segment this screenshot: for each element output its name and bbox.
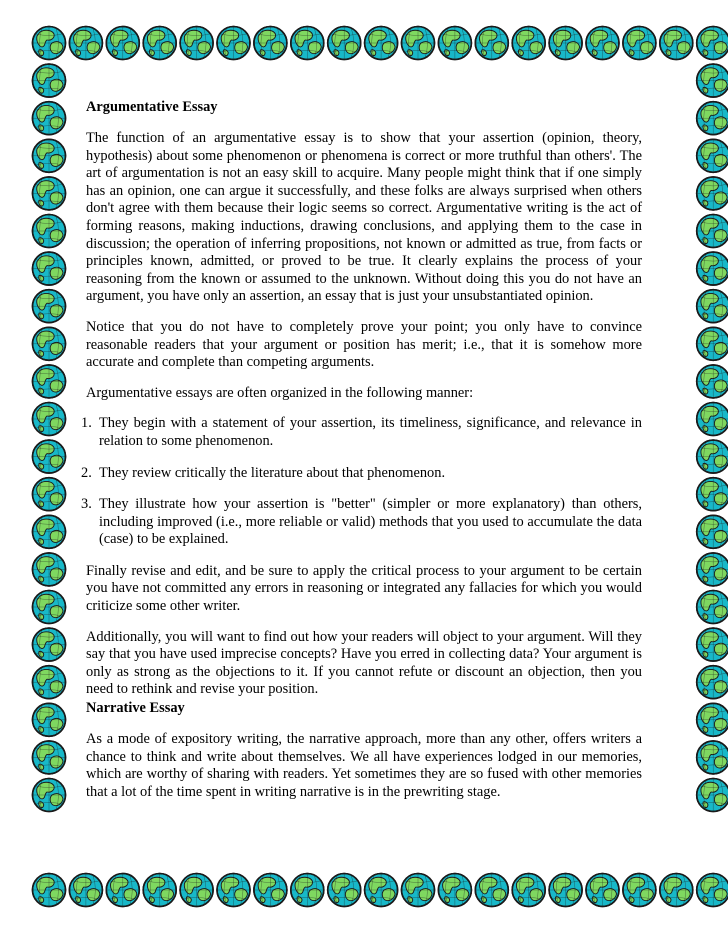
globe-icon xyxy=(697,102,728,135)
section-heading-narrative: Narrative Essay xyxy=(86,700,185,717)
paragraph: Notice that you do not have to completely prove your point; you only have to convince reasonable readers that your argument or position has merit; i.e., that it is somehow more accurate and complete than competing arguments. xyxy=(86,318,642,371)
paragraph: Finally revise and edit, and be sure to apply the critical process to your argument to be certain you have not committed any errors in reasoning or integrated any fallacies for which you would criticize some other writer. xyxy=(86,562,642,615)
globe-icon xyxy=(143,27,176,60)
globe-icon xyxy=(291,27,324,60)
globe-icon xyxy=(623,874,656,907)
globe-icon xyxy=(697,27,728,60)
globe-icon xyxy=(697,365,728,398)
list-item-text: They review critically the literature about that phenomenon. xyxy=(99,464,446,481)
globe-icon xyxy=(33,365,66,398)
globe-icon xyxy=(697,741,728,774)
paragraph: The function of an argumentative essay is to show that your assertion (opinion, theory, hypothesis) about some phenomenon or phenomena is correct or more truthful than others'. The art of argumentation is not an easy skill to acquire. Many people might think that if one simply has an opinion, one can argue it successfully, and these folks are always surprised when others don't agree with them because their logic seems so correct. Argumentative writing is the act of forming reasons, making inductions, drawing conclusions, and applying them to the case in discussion; the operation of inferring propositions, not known or admitted as true, from facts or principles known, admitted, or proved to be true. It clearly explains the process of your reasoning from the known or assumed to the unknown. Without doing this you do not have an argument, you have only an assertion, an essay that is just your unsubstantiated opinion. xyxy=(86,130,642,305)
globe-icon xyxy=(475,27,508,60)
list-item-number: 3. xyxy=(81,496,92,513)
globe-icon xyxy=(438,27,471,60)
globe-icon xyxy=(106,874,139,907)
paragraph: As a mode of expository writing, the narrative approach, more than any other, offers writers a chance to think and write about themselves. We all have experiences lodged in our memories, which are worthy of sharing with readers. Yet sometimes they are so fused with other memories that a lot of the time spent in writing narrative is in the prewriting stage. xyxy=(86,731,642,800)
globe-icon xyxy=(33,215,66,248)
globe-icon xyxy=(697,403,728,436)
globe-icon xyxy=(33,139,66,172)
globe-icon xyxy=(697,515,728,548)
globe-icon xyxy=(586,874,619,907)
globe-icon xyxy=(69,874,102,907)
globe-icon xyxy=(254,27,287,60)
globe-icon xyxy=(328,874,361,907)
globe-icon xyxy=(438,874,471,907)
list-item-number: 2. xyxy=(81,464,92,481)
globe-icon xyxy=(69,27,102,60)
globe-icon xyxy=(291,874,324,907)
globe-icon xyxy=(180,874,213,907)
globe-icon xyxy=(365,874,398,907)
globe-icon xyxy=(697,591,728,624)
globe-icon xyxy=(217,874,250,907)
numbered-list xyxy=(81,415,642,549)
document-content xyxy=(81,98,642,814)
list-item xyxy=(82,415,642,450)
globe-icon xyxy=(180,27,213,60)
globe-icon xyxy=(512,874,545,907)
globe-icon xyxy=(33,591,66,624)
globe-icon xyxy=(697,327,728,360)
list-item xyxy=(82,465,642,483)
globe-icon xyxy=(697,252,728,285)
globe-icon xyxy=(697,666,728,699)
globe-icon xyxy=(623,27,656,60)
globe-icon xyxy=(33,177,66,210)
globe-icon xyxy=(697,779,728,812)
paragraph: Additionally, you will want to find out how your readers will object to your argument. Will they say that you have used imprecise concepts? Have you erred in collecting data? Your argument is only as strong as the objections to it. If you cannot refute or discount an objection, then you need to rethink and revise your position. xyxy=(86,628,642,698)
globe-icon xyxy=(549,27,582,60)
list-item-text: They begin with a statement of your assertion, its timeliness, significance, and relevance in relation to some phenomenon. xyxy=(99,415,642,449)
globe-icon xyxy=(254,874,287,907)
globe-icon xyxy=(33,403,66,436)
globe-icon xyxy=(660,27,693,60)
globe-icon xyxy=(33,27,66,60)
globe-icon xyxy=(586,27,619,60)
globe-icon xyxy=(33,290,66,323)
section-heading-argumentative: Argumentative Essay xyxy=(86,99,218,115)
globe-icon xyxy=(697,64,728,97)
globe-icon xyxy=(328,27,361,60)
globe-icon xyxy=(33,779,66,812)
globe-icon xyxy=(697,628,728,661)
globe-icon xyxy=(33,703,66,736)
globe-icon xyxy=(365,27,398,60)
paragraph: Argumentative essays are often organized in the following manner: xyxy=(86,384,474,401)
globe-icon xyxy=(697,478,728,511)
globe-icon xyxy=(33,553,66,586)
globe-icon xyxy=(33,102,66,135)
globe-icon xyxy=(33,628,66,661)
globe-icon xyxy=(697,290,728,323)
globe-icon xyxy=(33,741,66,774)
globe-icon xyxy=(33,327,66,360)
globe-icon xyxy=(217,27,250,60)
globe-icon xyxy=(697,139,728,172)
globe-icon xyxy=(697,440,728,473)
globe-icon xyxy=(143,874,176,907)
list-item-text: They illustrate how your assertion is "better" (simpler or more explanatory) than others, including improved (i.e., more reliable or valid) methods that you used to accumulate the data (case) to be explained. xyxy=(99,496,642,548)
globe-icon xyxy=(402,874,435,907)
globe-icon xyxy=(106,27,139,60)
globe-icon xyxy=(697,874,728,907)
globe-icon xyxy=(402,27,435,60)
globe-icon xyxy=(512,27,545,60)
list-item xyxy=(82,496,642,549)
globe-icon xyxy=(33,64,66,97)
globe-icon xyxy=(475,874,508,907)
globe-icon xyxy=(33,478,66,511)
globe-icon xyxy=(697,703,728,736)
globe-icon xyxy=(33,874,66,907)
globe-icon xyxy=(549,874,582,907)
globe-icon xyxy=(33,515,66,548)
globe-icon xyxy=(33,666,66,699)
globe-icon xyxy=(697,553,728,586)
globe-icon xyxy=(33,252,66,285)
globe-icon xyxy=(33,440,66,473)
globe-icon xyxy=(697,177,728,210)
globe-icon xyxy=(697,215,728,248)
list-item-number: 1. xyxy=(81,415,92,432)
globe-icon xyxy=(660,874,693,907)
